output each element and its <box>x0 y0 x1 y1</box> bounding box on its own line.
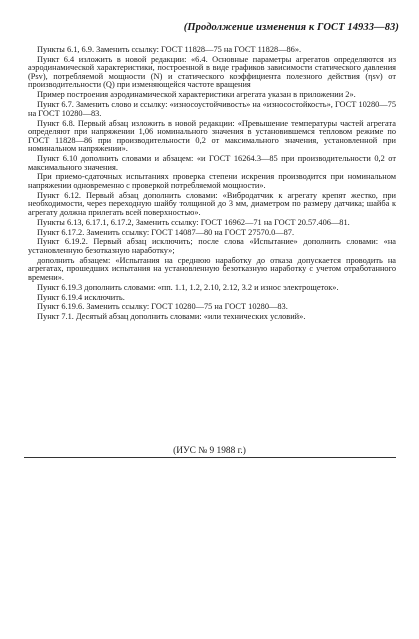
paragraph: При приемо-сдаточных испытаниях проверка степени искрения производится при номинальном напряжении одновременно с проверкой потребляемой мощности». <box>28 172 396 190</box>
paragraph: Пункт 6.19.2. Первый абзац исключить; после слова «Испытание» дополнить словами: «на установленную безотказную наработку»; <box>28 237 396 255</box>
page-header: (Продолжение изменения к ГОСТ 14933—83) <box>183 22 399 33</box>
paragraph: Пункт 6.10 дополнить словами и абзацем: «и ГОСТ 16264.3—85 при производительности 0,2 от максимального значения. <box>28 154 396 172</box>
paragraph: Пункт 6.19.4 исключить. <box>37 292 125 302</box>
paragraph: Пункты 6.13, 6.17.1, 6.17.2, Заменить ссылку: ГОСТ 16962—71 на ГОСТ 20.57.406—81. <box>37 217 350 227</box>
paragraph: Пункт 6.8. Первый абзац изложить в новой редакции: «Превышение температуры частей агрегата определяют при напряжении 1,06 номинального значения в установившемся тепловом режиме по ГОСТ 11828—86 при производительности 0,2 от максимального значения, установленной при номинальном напряжении». <box>28 118 396 154</box>
paragraph: Пункт 6.12. Первый абзац дополнить словами: «Вибродатчик к агрегату крепят жестко, при необходимости, через переходную шайбу толщиной до 3 мм, диаметром по размеру датчика; шайба к агрегату должна прилегать всей поверхностью». <box>28 190 396 217</box>
paragraph: Пункт 6.19.3 дополнить словами: «пп. 1.1, 1.2, 2.10, 2.12, 3.2 и износ электрощеток». <box>37 282 339 292</box>
paragraph: Пункт 6.19.6. Заменить ссылку: ГОСТ 10280—75 на ГОСТ 10280—83. <box>37 302 288 312</box>
paragraph: дополнить абзацем: «Испытания на среднюю наработку до отказа допускается проводить на агрегатах, прошедших испытания на установленную безотказную наработку с учетом отработанного времени». <box>28 255 396 282</box>
divider-rule <box>24 457 396 458</box>
paragraph: Пункт 6.4 изложить в новой редакции: «6.4. Основные параметры агрегатов определяются из аэродинамической характеристики, построенной в виде графиков зависимости статического давления (Psv), потребляемой мощности (N) и статического коэффициента полезного действия (ηsv) от производительности (Q) при изменяющейся частоте вращения <box>28 54 396 90</box>
paragraph: Пункт 6.7. Заменить слово и ссылку: «износоустойчивость» на «износостойкость», ГОСТ 10280—75 на ГОСТ 10280—83. <box>28 100 396 118</box>
paragraph: Пример построения аэродинамической характеристики агрегата указан в приложении 2». <box>37 90 356 100</box>
paragraph: Пункт 7.1. Десятый абзац дополнить словами: «или технических условий». <box>37 312 306 322</box>
document-body <box>28 46 396 323</box>
paragraph: Пункты 6.1, 6.9. Заменить ссылку: ГОСТ 11828—75 на ГОСТ 11828—86». <box>37 45 302 54</box>
paragraph: Пункт 6.17.2. Заменить ссылку: ГОСТ 14087—80 на ГОСТ 27570.0—87. <box>37 227 295 237</box>
publication-citation: (ИУС № 9 1988 г.) <box>173 446 246 456</box>
